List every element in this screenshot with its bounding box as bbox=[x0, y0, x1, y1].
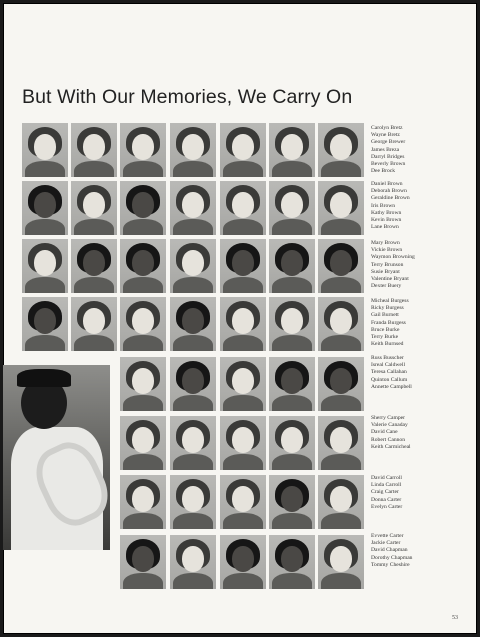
student-name: Waymon Browning bbox=[371, 254, 415, 261]
student-name: Kathy Brown bbox=[371, 209, 402, 216]
name-list bbox=[371, 475, 402, 511]
student-portrait bbox=[269, 239, 315, 293]
student-portrait bbox=[71, 123, 117, 177]
student-portrait bbox=[220, 297, 266, 351]
name-list bbox=[371, 125, 405, 175]
student-portrait bbox=[318, 239, 364, 293]
student-portrait bbox=[71, 297, 117, 351]
student-name: Tommy Cheshire bbox=[371, 561, 410, 568]
student-portrait bbox=[269, 416, 315, 470]
student-name: Franda Burgess bbox=[371, 319, 406, 326]
student-name: Teresa Callahan bbox=[371, 369, 407, 376]
student-portrait bbox=[170, 475, 216, 529]
student-portrait bbox=[71, 181, 117, 235]
student-portrait bbox=[120, 416, 166, 470]
student-name: David Cane bbox=[371, 429, 398, 436]
student-name: Sherry Camper bbox=[371, 415, 406, 421]
student-portrait bbox=[220, 416, 266, 470]
student-name: Keith Burnsed bbox=[371, 341, 404, 348]
student-portrait bbox=[120, 475, 166, 529]
student-name: Dexter Buery bbox=[371, 283, 402, 290]
student-name: Mary Brown bbox=[371, 240, 400, 246]
student-portrait bbox=[170, 297, 216, 351]
student-name: Terry Burke bbox=[371, 334, 399, 341]
student-name: Evvette Carter bbox=[371, 533, 404, 539]
student-name: Valerie Canaday bbox=[371, 422, 408, 429]
student-name: Carolyn Bretz bbox=[371, 125, 403, 131]
student-portrait bbox=[318, 357, 364, 411]
student-portrait bbox=[269, 357, 315, 411]
student-name: Terry Brunson bbox=[371, 261, 404, 268]
student-name: Ricky Burgess bbox=[371, 305, 404, 312]
student-name: Daniel Brown bbox=[371, 181, 403, 187]
student-portrait bbox=[318, 181, 364, 235]
student-name: Dorothy Chapman bbox=[371, 554, 413, 561]
student-name: Vickie Brown bbox=[371, 247, 403, 254]
student-portrait bbox=[120, 239, 166, 293]
student-name: Quinton Callum bbox=[371, 376, 408, 383]
student-portrait bbox=[269, 181, 315, 235]
student-portrait bbox=[220, 357, 266, 411]
student-name: Dee Brock bbox=[371, 168, 396, 175]
student-portrait bbox=[170, 535, 216, 589]
student-portrait bbox=[170, 357, 216, 411]
student-portrait bbox=[71, 239, 117, 293]
student-portrait bbox=[22, 297, 68, 351]
student-portrait bbox=[220, 181, 266, 235]
student-portrait bbox=[318, 535, 364, 589]
student-portrait bbox=[220, 535, 266, 589]
student-portrait bbox=[318, 123, 364, 177]
student-portrait bbox=[220, 239, 266, 293]
student-portrait bbox=[269, 535, 315, 589]
name-list bbox=[371, 240, 415, 290]
student-portrait bbox=[22, 181, 68, 235]
name-list bbox=[371, 533, 412, 569]
student-portrait bbox=[22, 123, 68, 177]
student-name: Micheal Burgess bbox=[371, 298, 409, 304]
student-name: James Breza bbox=[371, 146, 400, 153]
student-name: Beverly Brown bbox=[371, 161, 406, 168]
student-name: Bruce Burke bbox=[371, 326, 400, 333]
student-portrait bbox=[220, 123, 266, 177]
student-name: Darryl Bridges bbox=[371, 153, 405, 160]
band-member-photo bbox=[3, 365, 110, 550]
name-list bbox=[371, 181, 410, 231]
student-name: Annette Campbell bbox=[371, 383, 412, 390]
student-name: Isreal Caldwell bbox=[371, 362, 406, 369]
student-name: Russ Busscher bbox=[371, 355, 404, 361]
student-name: Deborah Brown bbox=[371, 188, 407, 195]
student-name: Donna Carter bbox=[371, 496, 402, 503]
student-name: Valentine Bryant bbox=[371, 276, 409, 283]
student-portrait bbox=[269, 297, 315, 351]
student-portrait bbox=[220, 475, 266, 529]
student-portrait bbox=[120, 181, 166, 235]
student-portrait bbox=[120, 357, 166, 411]
student-name: Linda Carroll bbox=[371, 482, 402, 489]
student-name: Robert Cannon bbox=[371, 436, 406, 443]
student-name: Iris Brown bbox=[371, 202, 396, 209]
student-portrait bbox=[170, 416, 216, 470]
student-name: David Chapman bbox=[371, 547, 408, 554]
student-portrait bbox=[170, 181, 216, 235]
student-portrait bbox=[120, 123, 166, 177]
student-portrait bbox=[318, 297, 364, 351]
student-portrait bbox=[269, 123, 315, 177]
page-number: 53 bbox=[452, 615, 458, 621]
student-name: Keith Carmicheal bbox=[371, 443, 411, 450]
student-name: George Brewer bbox=[371, 139, 406, 146]
student-name: Kevin Brown bbox=[371, 217, 402, 224]
student-portrait bbox=[22, 239, 68, 293]
name-list bbox=[371, 298, 409, 348]
name-list bbox=[371, 415, 411, 451]
student-name: Craig Carter bbox=[371, 489, 399, 496]
student-name: Susie Bryant bbox=[371, 268, 400, 275]
student-portrait bbox=[318, 475, 364, 529]
name-list bbox=[371, 355, 412, 391]
page-title: But With Our Memories, We Carry On bbox=[22, 86, 353, 108]
student-name: Lane Brown bbox=[371, 224, 399, 231]
student-name: Geraldine Brown bbox=[371, 195, 410, 202]
student-portrait bbox=[318, 416, 364, 470]
student-portrait bbox=[120, 297, 166, 351]
student-portrait bbox=[120, 535, 166, 589]
student-name: Jackie Carter bbox=[371, 540, 401, 547]
student-portrait bbox=[170, 239, 216, 293]
student-portrait bbox=[170, 123, 216, 177]
student-name: Wayne Bretz bbox=[371, 132, 400, 139]
student-portrait bbox=[269, 475, 315, 529]
student-name: Evelyn Carter bbox=[371, 503, 403, 510]
student-name: David Carroll bbox=[371, 475, 402, 481]
student-name: Gail Burnett bbox=[371, 312, 399, 319]
